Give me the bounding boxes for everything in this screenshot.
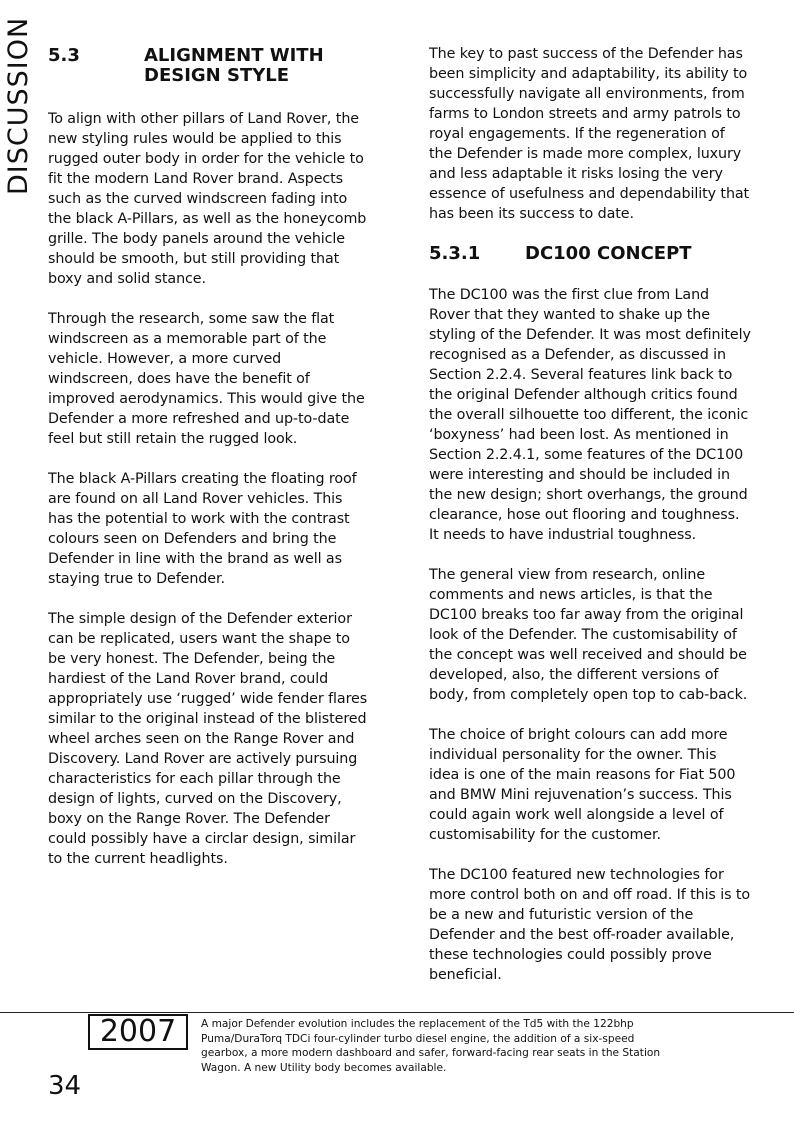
body-paragraph: The DC100 was the first clue from Land Rover that they wanted to shake up the styling of the Defender. It was most definitely recognised as a Defender, as discussed in Section 2.2.4. Several features link back to the original Defender although critics found the overall silhouette too different, the iconic ‘boxyness’ had been lost. As mentioned in Section 2.2.4.1, some features of the DC100 were interesting and should be included in the new design; short overhangs, the ground clearance, hose out flooring and toughness. It needs to have industrial toughness. bbox=[429, 287, 751, 543]
body-paragraph: The simple design of the Defender exterior can be replicated, users want the shape to be very honest. The Defender, being the hardiest of the Land Rover brand, could appropriately use ‘rugged’ wide fender flares similar to the original instead of the blistered wheel arches seen on the Range Rover and Discovery. Land Rover are actively pursuing characteristics for each pillar through the design of lights, curved on the Discovery, boxy on the Range Rover. The Defender could possibly have a circlar design, similar to the current headlights. bbox=[48, 611, 368, 867]
body-paragraph: The general view from research, online comments and news articles, is that the DC100 breaks too far away from the original look of the Defender. The customisability of the concept was well received and should be developed, also, the different versions of body, from completely open top to cab-back. bbox=[429, 567, 748, 703]
section-side-label: DISCUSSION bbox=[3, 16, 34, 195]
section-number: 5.3 bbox=[48, 45, 80, 66]
page-number: 34 bbox=[48, 1071, 82, 1101]
section-title: ALIGNMENT WITH DESIGN STYLE bbox=[144, 45, 324, 86]
body-paragraph: To align with other pillars of Land Rover, the new styling rules would be applied to this rugged outer body in order for the vehicle to fit the modern Land Rover brand. Aspects such as the curved windscreen fading into the black A-Pillars, as well as the honeycomb grille. The body panels around the vehicle should be smooth, but still providing that boxy and solid stance. bbox=[48, 111, 367, 287]
subsection-number: 5.3.1 bbox=[429, 243, 481, 264]
body-paragraph: The DC100 featured new technologies for more control both on and off road. If this is to be a new and futuristic version of the Defender and the best off-roader available, these technologies could possibly prove beneficial. bbox=[429, 867, 751, 983]
section-heading bbox=[48, 46, 370, 86]
body-paragraph: The key to past success of the Defender has been simplicity and adaptability, its ability to successfully navigate all environments, from farms to London streets and army patrols to royal engagements. If the regeneration of the Defender is made more complex, luxury and less adaptable it risks losing the very essence of usefulness and dependability that has been its success to date. bbox=[429, 46, 750, 222]
body-paragraph: The black A-Pillars creating the floating roof are found on all Land Rover vehicles. This has the potential to work with the contrast colours seen on Defenders and bring the Defender in line with the brand as well as staying true to Defender. bbox=[48, 471, 357, 587]
subsection-heading bbox=[429, 244, 751, 264]
left-column bbox=[48, 44, 370, 869]
subsection-title: DC100 CONCEPT bbox=[525, 243, 692, 264]
right-column bbox=[429, 44, 751, 985]
timeline-caption: A major Defender evolution includes the replacement of the Td5 with the 122bhp Puma/DuraTorq TDCi four-cylinder turbo diesel engine, the addition of a six-speed gearbox, a more modern dashboard and safer, forward-facing rear seats in the Station Wagon. A new Utility body becomes available. bbox=[201, 1018, 661, 1074]
footer-divider bbox=[0, 1012, 794, 1013]
body-paragraph: Through the research, some saw the flat windscreen as a memorable part of the vehicle. However, a more curved windscreen, does have the benefit of improved aerodynamics. This would give the Defender a more refreshed and up-to-date feel but still retain the rugged look. bbox=[48, 311, 365, 447]
timeline-year-box: 2007 bbox=[88, 1014, 188, 1050]
body-paragraph: The choice of bright colours can add more individual personality for the owner. This idea is one of the main reasons for Fiat 500 and BMW Mini rejuvenation’s success. This could again work well alongside a level of customisability for the customer. bbox=[429, 727, 736, 843]
